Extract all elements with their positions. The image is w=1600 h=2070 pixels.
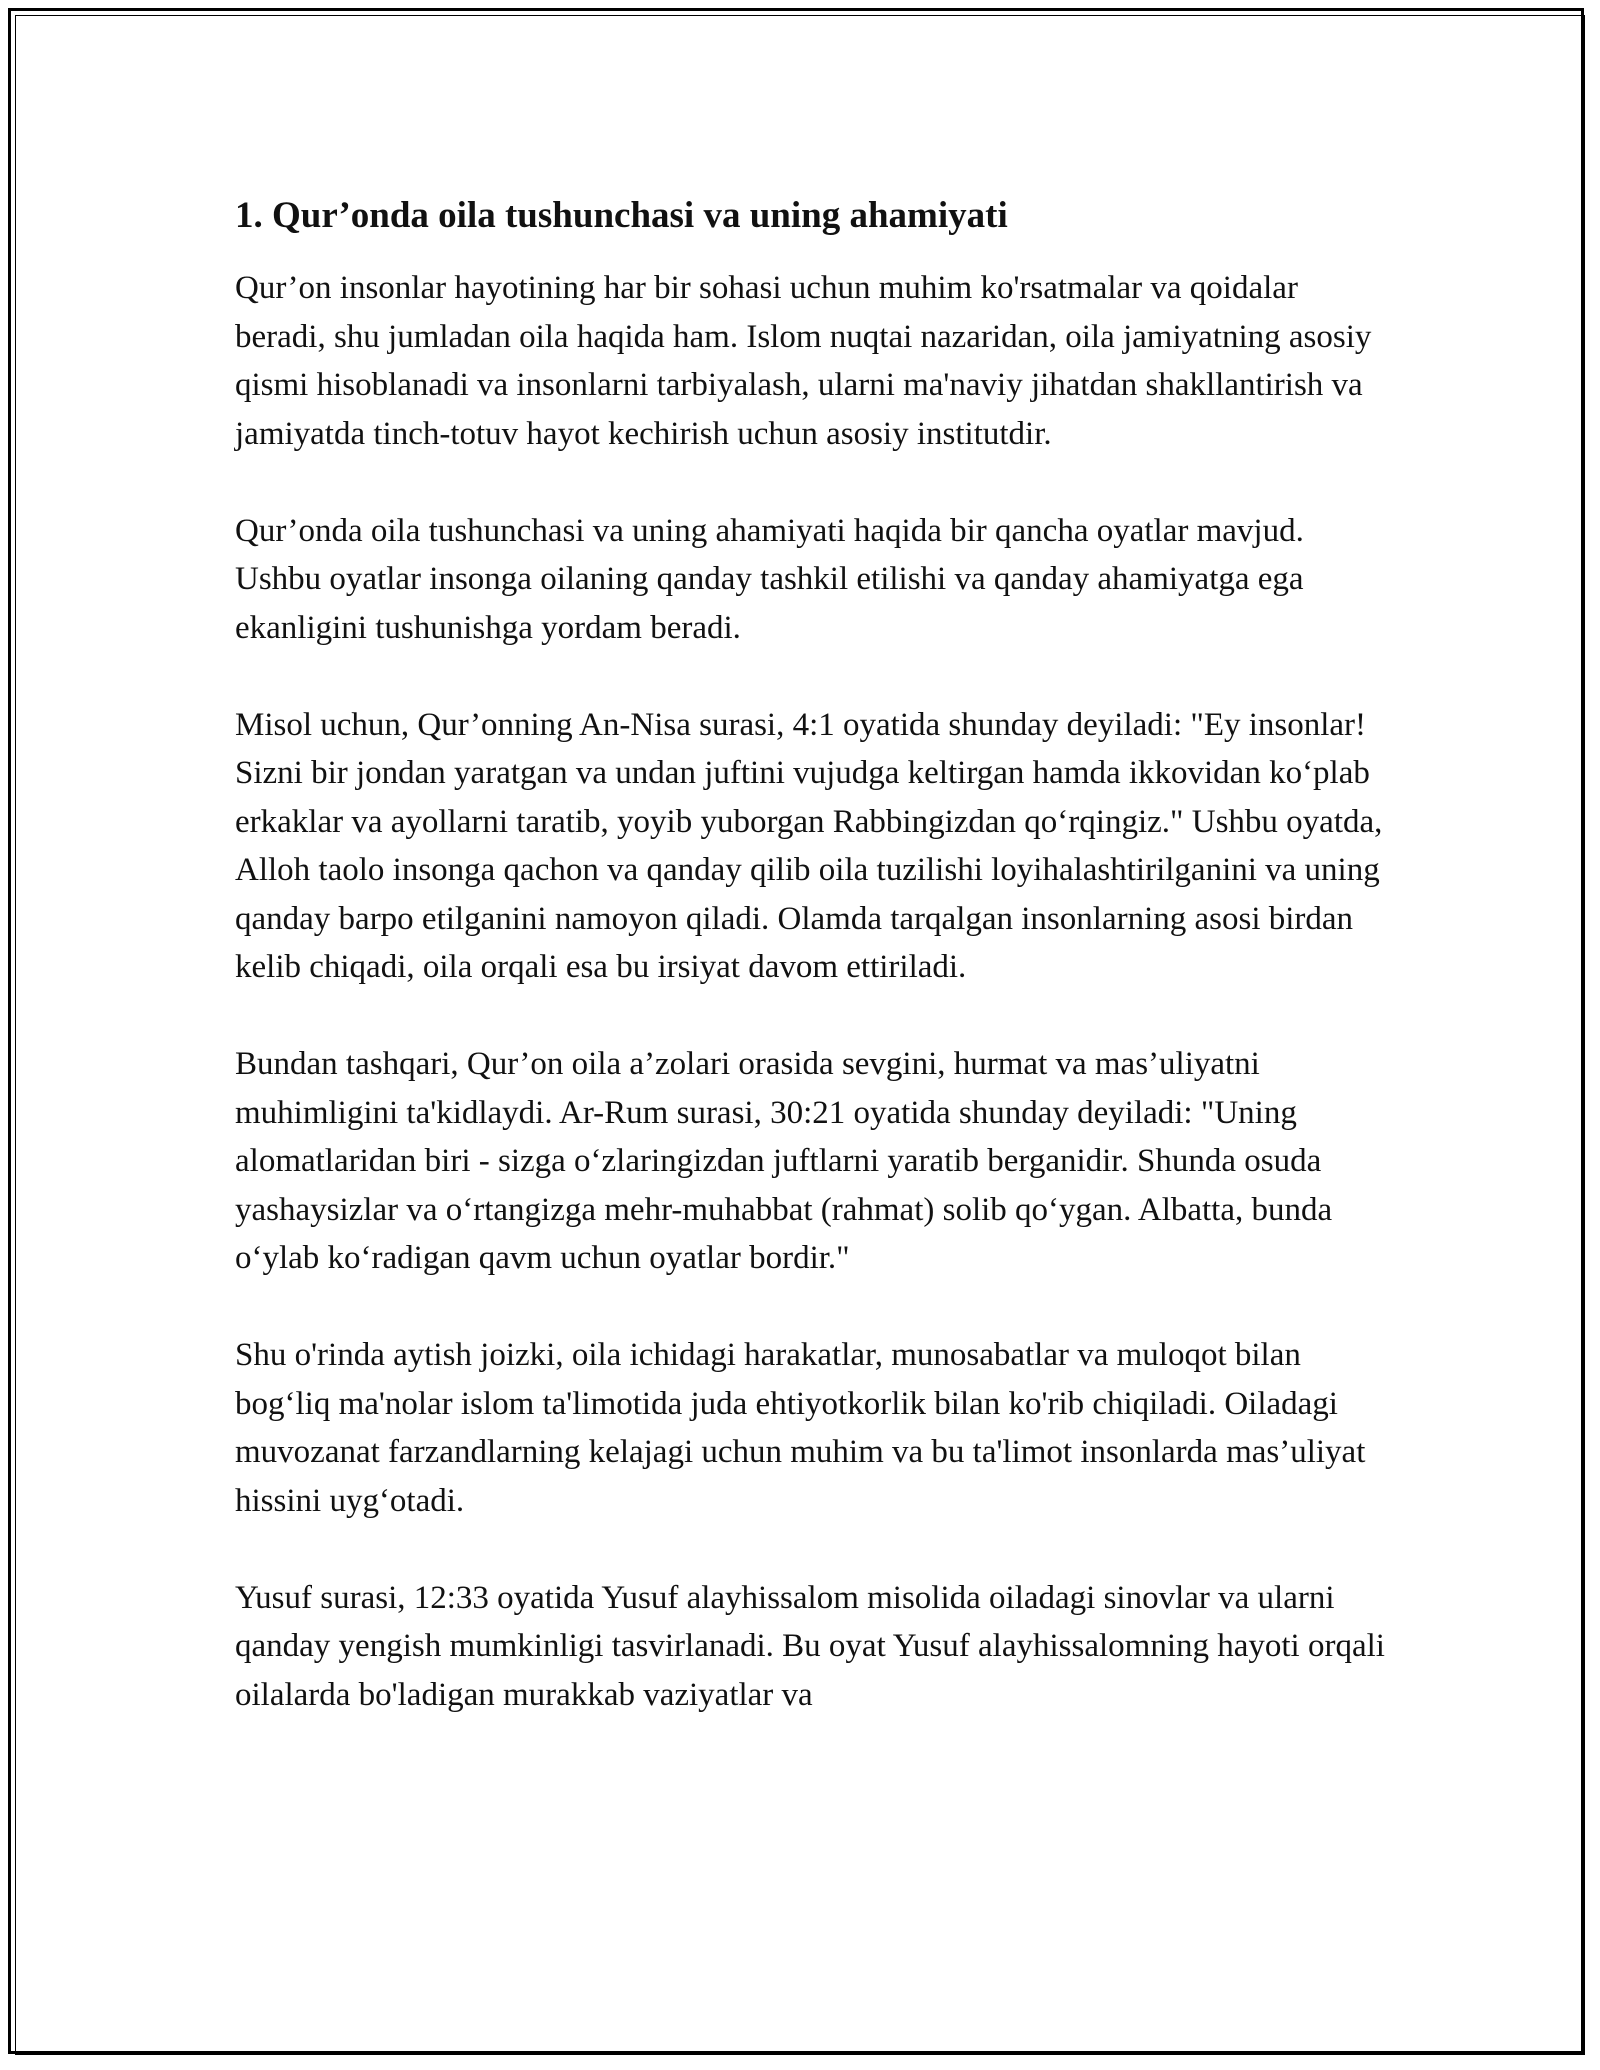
paragraph-6: Yusuf surasi, 12:33 oyatida Yusuf alayhissalom misolida oiladagi sinovlar va ularni qanday yengish mumkinligi tasvirlanadi. Bu oyat Yusuf alayhissalomning hayoti orqali oilalarda bo'ladigan murakkab vaziyatlar va <box>235 1579 1385 1713</box>
section-heading: 1. Qur’onda oila tushunchasi va uning ahamiyati <box>235 195 1008 236</box>
paragraph-3: Misol uchun, Qur’onning An-Nisa surasi, 4:1 oyatida shunday deyiladi: "Ey insonlar! Sizni bir jondan yaratgan va undan juftini vujudga keltirgan hamda ikkovidan ko‘plab erkaklar va ayollarni taratib, yoyib yuborgan Rabbingizdan qo‘rqingiz." Ushbu oyatda, Alloh taolo insonga qachon va qanday qilib oila tuzilishi loyihalashtirilganini va uning qanday barpo etilganini namoyon qiladi. Olamda tarqalgan insonlarning asosi birdan kelib chiqadi, oila orqali esa bu irsiyat davom ettiriladi. <box>235 706 1383 986</box>
document-body <box>235 180 1385 1768</box>
paragraph-4: Bundan tashqari, Qur’on oila a’zolari orasida sevgini, hurmat va mas’uliyatni muhimligini ta'kidlaydi. Ar-Rum surasi, 30:21 oyatida shunday deyiladi: "Uning alomatlaridan biri - sizga o‘zlaringizdan juftlarni yaratib berganidir. Shunda osuda yashaysizlar va o‘rtangizga mehr-muhabbat (rahmat) solib qo‘ygan. Albatta, bunda o‘ylab ko‘radigan qavm uchun oyatlar bordir." <box>235 1046 1333 1277</box>
paragraph-5: Shu o'rinda aytish joizki, oila ichidagi harakatlar, munosabatlar va muloqot bilan bog‘liq ma'nolar islom ta'limotida juda ehtiyotkorlik bilan ko'rib chiqiladi. Oiladagi muvozanat farzandlarning kelajagi uchun muhim va bu ta'limot insonlarda mas’uliyat hissini uyg‘otadi. <box>235 1337 1366 1519</box>
paragraph-1: Qur’on insonlar hayotining har bir sohasi uchun muhim ko'rsatmalar va qoidalar beradi, shu jumladan oila haqida ham. Islom nuqtai nazaridan, oila jamiyatning asosiy qismi hisoblanadi va insonlarni tarbiyalash, ularni ma'naviy jihatdan shakllantirish va jamiyatda tinch-totuv hayot kechirish uchun asosiy institutdir. <box>235 270 1372 452</box>
paragraph-2: Qur’onda oila tushunchasi va uning ahamiyati haqida bir qancha oyatlar mavjud. Ushbu oyatlar insonga oilaning qanday tashkil etilishi va qanday ahamiyatga ega ekanligini tushunishga yordam beradi. <box>235 512 1304 646</box>
